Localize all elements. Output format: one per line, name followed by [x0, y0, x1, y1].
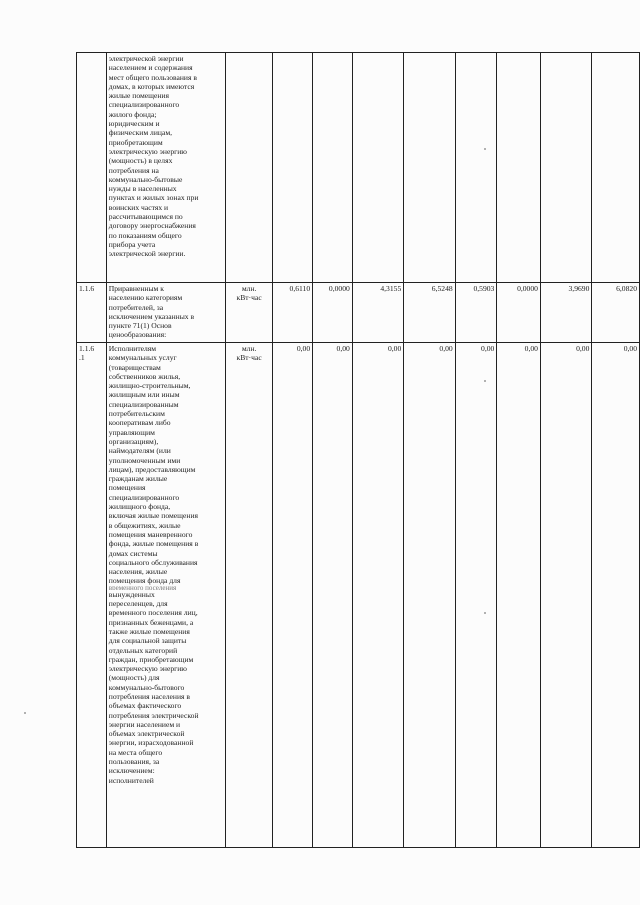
value-cell: 0,0000 — [497, 283, 541, 343]
value-cell — [273, 53, 313, 283]
value-cell: 0,00 — [313, 343, 353, 848]
value-cell — [352, 53, 403, 283]
value-cell: 0,00 — [273, 343, 313, 848]
value-cell — [497, 53, 541, 283]
value-cell: 0,0000 — [313, 283, 353, 343]
value-cell — [592, 53, 640, 283]
scan-speck — [484, 612, 486, 614]
value-cell: 0,00 — [352, 343, 403, 848]
row-unit — [225, 53, 273, 283]
table-row — [77, 283, 640, 343]
value-cell — [540, 53, 591, 283]
value-cell: 0,00 — [592, 343, 640, 848]
value-cell: 0,6110 — [273, 283, 313, 343]
value-cell: 0,5903 — [455, 283, 497, 343]
value-cell: 0,00 — [404, 343, 455, 848]
table-row — [77, 53, 640, 283]
row-code: 1.1.6 — [77, 283, 107, 343]
row-code — [77, 53, 107, 283]
value-cell — [455, 53, 497, 283]
row-unit: млн. кВт·час — [225, 343, 273, 848]
row-code: 1.1.6 .1 — [77, 343, 107, 848]
table-row — [77, 343, 640, 848]
row-description: Исполнителям коммунальных услуг (товариществам собственников жилья, жилищно-строительным, жилищным или иным специализированным потребительским кооперативам либо управляющим организациям), наймодателям (или уполномоченным ими лицам), предоставляющим гражданам жилые помещения специализированного жилищного фонда, включая жилые помещения в общежитиях, жилые помещения маневренного фонда, жилые помещения в домах системы социального обслуживания населения, жилые помещения фонда для временного поселения вынужденных переселенцев, для временного поселения лиц, признанных беженцами, а также жилые помещения для социальной защиты отдельных категорий граждан, приобретающим электрическую энергию (мощность) для коммунально-бытового потребления населения в объемах фактического потребления электрической энергии населением и объемах электрической энергии, израсходованной на места общего пользования, за исключением: исполнителей — [106, 343, 225, 848]
value-cell: 0,00 — [455, 343, 497, 848]
row-description: электрической энергии населением и содержания мест общего пользования в домах, в которых имеются жилые помещения специализированного жилого фонда; юридическим и физическим лицам, приобретающим электрическую энергию (мощность) в целях потребления на коммунально-бытовые нужды в населенных пунктах и жилых зонах при воинских частях и рассчитывающимся по договору энергоснабжения по показаниям общего прибора учета электрической энергии. — [106, 53, 225, 283]
page-break-hidden-line: временного поселения — [108, 585, 177, 590]
value-cell: 0,00 — [540, 343, 591, 848]
scan-speck — [24, 712, 26, 714]
row-unit: млн. кВт·час — [225, 283, 273, 343]
value-cell: 6,0820 — [592, 283, 640, 343]
value-cell: 6,5248 — [404, 283, 455, 343]
tariff-table — [76, 52, 640, 848]
value-cell — [404, 53, 455, 283]
scan-speck — [484, 380, 486, 382]
value-cell: 3,9690 — [540, 283, 591, 343]
row-description: Приравненным к населению категориям потребителей, за исключением указанных в пункте 71(1) Основ ценообразования: — [106, 283, 225, 343]
value-cell: 0,00 — [497, 343, 541, 848]
scan-speck — [484, 148, 486, 150]
value-cell — [313, 53, 353, 283]
value-cell: 4,3155 — [352, 283, 403, 343]
